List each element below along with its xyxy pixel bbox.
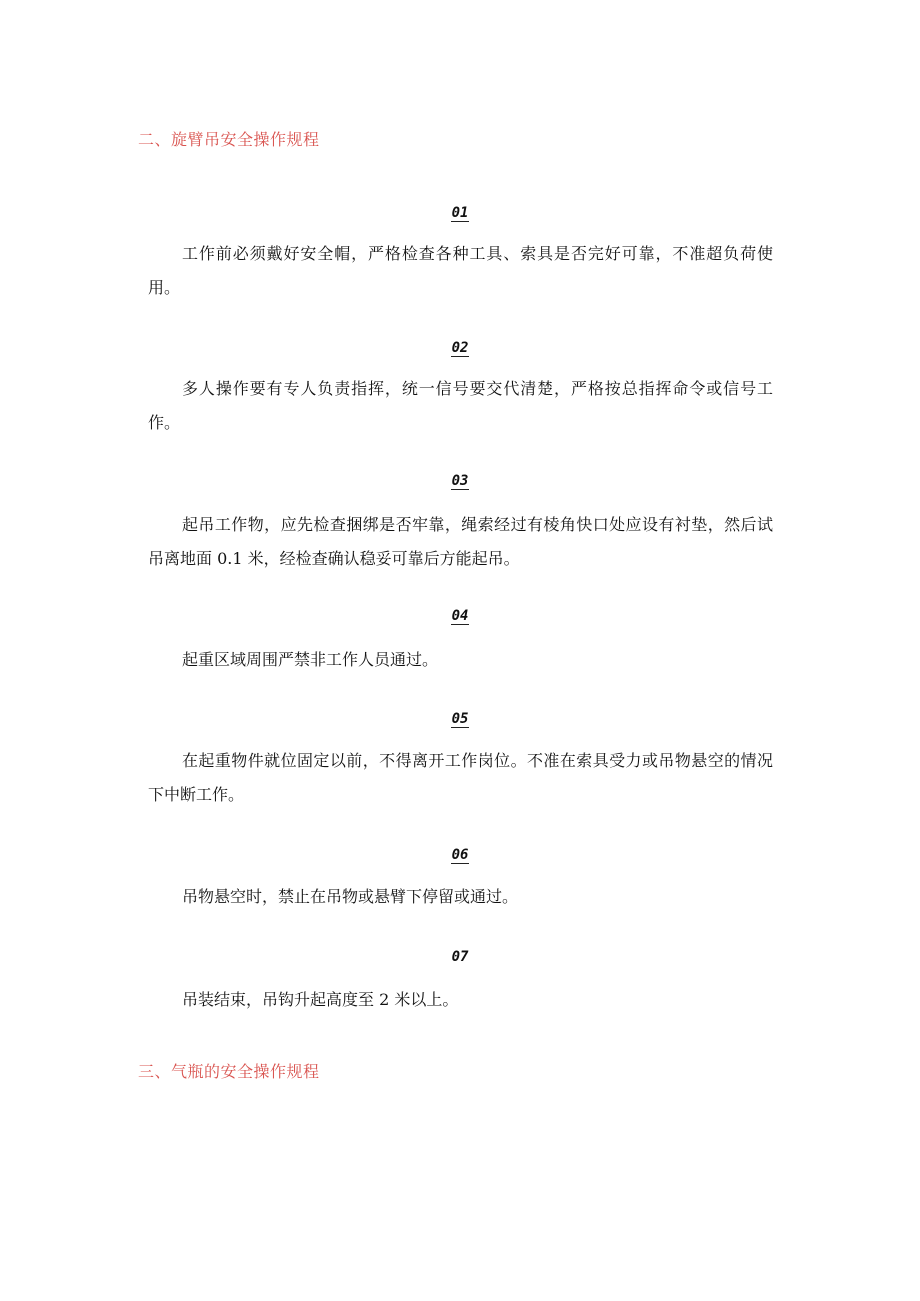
item-text-02: 多人操作要有专人负责指挥，统一信号要交代清楚，严格按总指挥命令或信号工作。	[148, 379, 773, 432]
item-text-07: 吊装结束，吊钩升起高度至 2 米以上。	[182, 990, 459, 1009]
item-number-03: 03	[451, 473, 469, 489]
item-text-05: 在起重物件就位固定以前，不得离开工作岗位。不准在索具受力或吊物悬空的情况下中断工作。	[148, 751, 773, 804]
item-text-04: 起重区域周围严禁非工作人员通过。	[182, 650, 439, 669]
item-text-01: 工作前必须戴好安全帽，严格检查各种工具、索具是否完好可靠，不准超负荷使用。	[148, 244, 773, 297]
section-heading-2: 二、旋臂吊安全操作规程	[138, 130, 320, 149]
item-number-07: 07	[451, 949, 469, 965]
item-number-04: 04	[451, 608, 469, 624]
item-text-03: 起吊工作物，应先检查捆绑是否牢靠，绳索经过有棱角快口处应设有衬垫，然后试吊离地面 0.1 米，经检查确认稳妥可靠后方能起吊。	[148, 515, 773, 568]
item-number-01: 01	[451, 205, 469, 221]
section-heading-3: 三、气瓶的安全操作规程	[138, 1062, 320, 1081]
item-text-06: 吊物悬空时，禁止在吊物或悬臂下停留或通过。	[182, 887, 519, 906]
item-number-02: 02	[451, 340, 469, 356]
item-number-06: 06	[451, 847, 469, 863]
item-number-05: 05	[451, 711, 469, 727]
